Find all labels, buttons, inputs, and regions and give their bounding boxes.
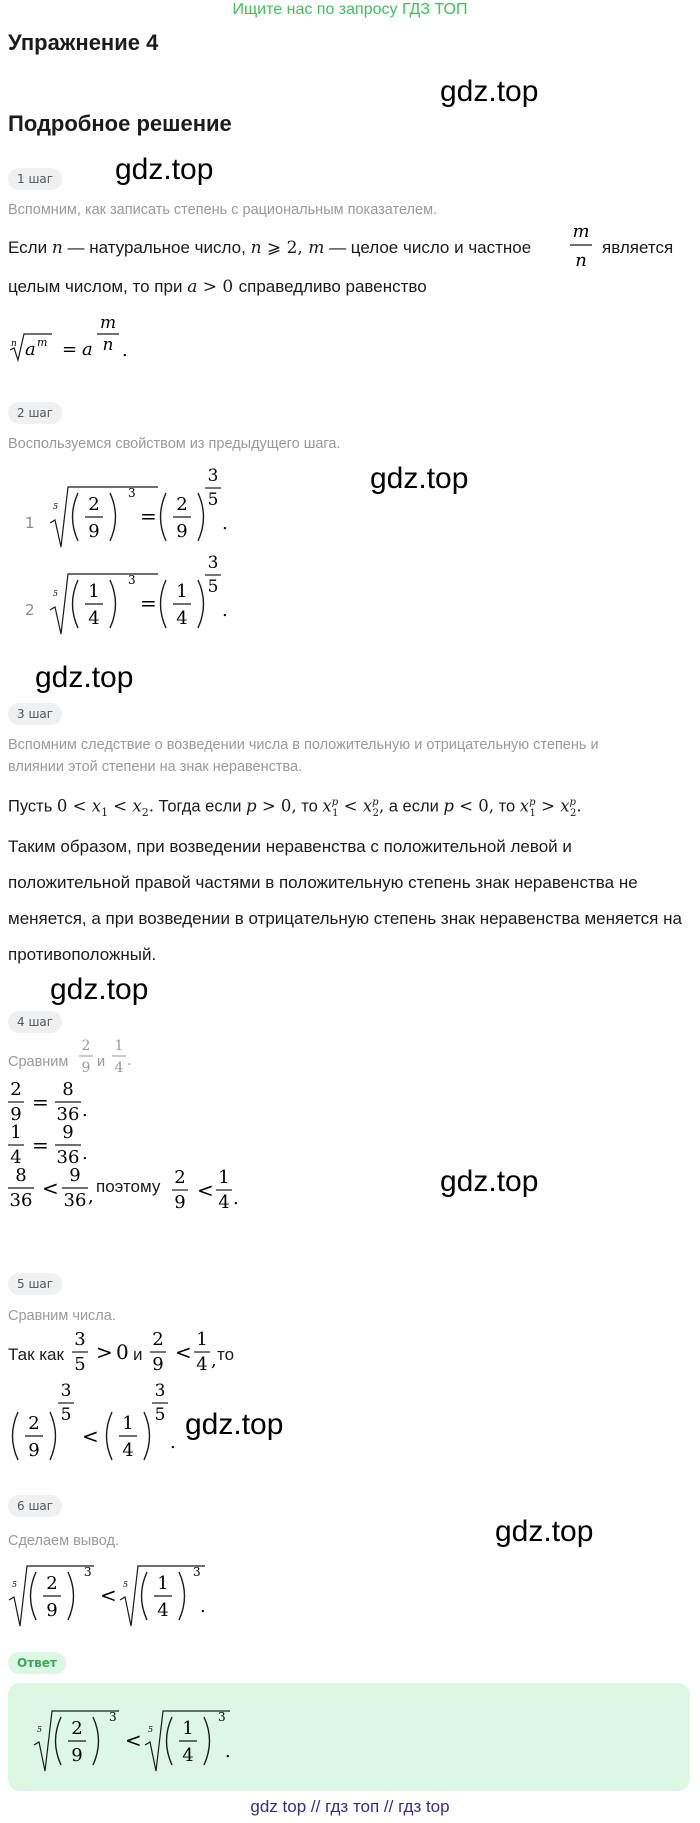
math: p xyxy=(529,797,536,808)
svg-text:36: 36 xyxy=(56,1104,80,1125)
step-5-inequality xyxy=(8,1378,188,1468)
svg-text:5: 5 xyxy=(37,1725,43,1734)
svg-text:9: 9 xyxy=(10,1104,22,1125)
step-badge-5: 5 шаг xyxy=(8,1273,62,1295)
step-3-hint-1: Вспомним следствие о возведении числа в положительную и отрицательную степень и xyxy=(8,737,599,753)
step-3-hint-2: влиянии этой степени на знак неравенства. xyxy=(8,759,303,775)
svg-text:<: < xyxy=(100,1583,117,1607)
svg-text:4: 4 xyxy=(218,1192,230,1213)
svg-text:2: 2 xyxy=(81,1038,91,1054)
step-3-line xyxy=(8,792,582,825)
text: то xyxy=(498,797,516,816)
math: . xyxy=(148,796,154,816)
svg-text:a: a xyxy=(82,339,93,360)
svg-text:1: 1 xyxy=(122,1413,134,1434)
svg-text:4: 4 xyxy=(176,608,188,629)
svg-text:.: . xyxy=(82,1143,88,1164)
step-4-therefore: поэтому xyxy=(96,1177,161,1196)
svg-text:3: 3 xyxy=(128,573,136,587)
svg-text:,: , xyxy=(211,1350,217,1371)
step-6-conclusion xyxy=(8,1552,208,1632)
svg-text:5: 5 xyxy=(74,1354,86,1375)
svg-text:3: 3 xyxy=(128,486,136,500)
step-5-and: и xyxy=(133,1345,143,1364)
svg-text:>: > xyxy=(96,1340,113,1364)
math: , xyxy=(378,796,385,816)
svg-text:36: 36 xyxy=(63,1190,87,1211)
svg-text:5: 5 xyxy=(60,1405,72,1425)
svg-text:9: 9 xyxy=(81,1060,91,1076)
svg-text:=: = xyxy=(62,339,78,360)
svg-text:5: 5 xyxy=(12,1580,18,1589)
watermark: gdz.top xyxy=(115,153,214,186)
svg-text:1: 1 xyxy=(114,1038,124,1054)
svg-text:9: 9 xyxy=(28,1440,40,1461)
math: 2 xyxy=(141,805,149,819)
svg-text:9: 9 xyxy=(71,1745,83,1766)
svg-text:8: 8 xyxy=(62,1079,74,1100)
step-badge-6: 6 шаг xyxy=(8,1495,62,1517)
watermark: gdz.top xyxy=(440,1165,539,1198)
search-banner: Ищите нас по запросу ГДЗ ТОП xyxy=(232,1,468,18)
step-badge-2: 2 шаг xyxy=(8,402,62,424)
svg-text:2: 2 xyxy=(71,1718,83,1739)
step-5-hint: Сравним числа. xyxy=(8,1308,116,1324)
svg-text:5: 5 xyxy=(148,1725,154,1734)
svg-text:4: 4 xyxy=(182,1745,194,1766)
svg-text:.: . xyxy=(233,1188,239,1209)
watermark: gdz.top xyxy=(440,75,539,108)
text: — целое число и частное xyxy=(329,238,532,257)
svg-text:1: 1 xyxy=(196,1329,208,1350)
step-1-line-1 xyxy=(8,237,531,259)
svg-text:1: 1 xyxy=(157,1573,169,1594)
math: ⩾ 2, xyxy=(261,238,309,258)
formula-2-9 xyxy=(48,465,238,555)
svg-text:=: = xyxy=(32,1133,49,1157)
svg-text:<: < xyxy=(125,1728,142,1752)
step-1-line-1-end: является xyxy=(602,238,674,257)
svg-text:.: . xyxy=(200,1596,206,1617)
svg-text:3: 3 xyxy=(193,1565,201,1579)
svg-text:3: 3 xyxy=(74,1329,86,1350)
svg-text:9: 9 xyxy=(152,1354,164,1375)
svg-text:1: 1 xyxy=(182,1718,194,1739)
math: p xyxy=(246,796,257,816)
math: < 0, xyxy=(453,796,495,816)
svg-text:4: 4 xyxy=(157,1600,169,1621)
formula-1-4 xyxy=(48,552,238,642)
svg-text:4: 4 xyxy=(122,1440,134,1461)
svg-text:1: 1 xyxy=(218,1167,230,1188)
watermark: gdz.top xyxy=(35,661,134,694)
svg-text:m: m xyxy=(572,221,590,242)
answer-formula xyxy=(33,1697,233,1777)
fraction-m-n xyxy=(568,218,594,274)
math: x xyxy=(91,796,102,816)
svg-text:2: 2 xyxy=(174,1167,186,1188)
step-badge-3: 3 шаг xyxy=(8,703,62,725)
svg-text:4: 4 xyxy=(88,608,100,629)
text: Если xyxy=(8,238,48,257)
svg-text:5: 5 xyxy=(123,1580,129,1589)
math: x xyxy=(132,796,142,816)
svg-text:0: 0 xyxy=(116,1340,129,1364)
step-5-then: то xyxy=(217,1345,235,1364)
svg-text:=: = xyxy=(140,504,157,528)
math: > 0, xyxy=(256,796,297,816)
svg-text:3: 3 xyxy=(207,466,219,486)
svg-text:4: 4 xyxy=(10,1147,22,1168)
svg-text:2: 2 xyxy=(152,1329,164,1350)
svg-text:9: 9 xyxy=(62,1122,74,1143)
svg-text:3: 3 xyxy=(218,1710,226,1724)
math: < xyxy=(108,796,133,816)
svg-text:9: 9 xyxy=(46,1600,58,1621)
text: Тогда если xyxy=(158,797,242,816)
list-number: 2 xyxy=(25,601,35,619)
step-badge-1: 1 шаг xyxy=(8,168,62,190)
math: 2 xyxy=(372,807,379,819)
svg-text:.: . xyxy=(170,1432,176,1453)
math: n xyxy=(51,238,63,258)
math: m xyxy=(308,238,325,258)
list-number: 1 xyxy=(25,514,35,532)
math: 0 < xyxy=(56,796,92,816)
svg-text:9: 9 xyxy=(88,521,100,542)
svg-text:1: 1 xyxy=(176,581,188,602)
formula-root-power xyxy=(8,308,138,368)
svg-text:=: = xyxy=(32,1090,49,1114)
svg-text:5: 5 xyxy=(53,502,59,511)
math: > xyxy=(535,796,561,816)
step-4-hint-and: и xyxy=(97,1054,106,1070)
svg-text:5: 5 xyxy=(53,589,59,598)
watermark: gdz.top xyxy=(370,462,469,495)
math: x xyxy=(362,796,373,816)
math: 1 xyxy=(332,807,339,819)
step-6-hint: Сделаем вывод. xyxy=(8,1533,120,1549)
math: p xyxy=(372,797,379,808)
svg-text:.: . xyxy=(225,1741,231,1762)
answer-badge: Ответ xyxy=(8,1652,66,1674)
math: n xyxy=(250,238,262,258)
step-5-condition-2 xyxy=(150,1328,220,1384)
svg-text:9: 9 xyxy=(176,521,188,542)
svg-text:2: 2 xyxy=(10,1079,22,1100)
step-1-hint: Вспомним, как записать степень с рациональным показателем. xyxy=(8,202,438,218)
svg-text:n: n xyxy=(102,335,114,355)
svg-text:a: a xyxy=(25,339,36,360)
text: то xyxy=(301,797,318,816)
svg-text:3: 3 xyxy=(109,1710,117,1724)
svg-text:.: . xyxy=(222,600,228,621)
step-4-hint xyxy=(8,1051,68,1073)
svg-text:n: n xyxy=(575,250,587,271)
math: . xyxy=(576,796,582,816)
svg-text:m: m xyxy=(37,336,48,349)
svg-text:m: m xyxy=(99,313,117,333)
math: p xyxy=(443,796,454,816)
svg-text:1: 1 xyxy=(88,581,100,602)
text: а если xyxy=(388,797,439,816)
svg-text:.: . xyxy=(122,340,128,361)
svg-text:1: 1 xyxy=(10,1122,22,1143)
svg-text:9: 9 xyxy=(69,1165,81,1186)
svg-text:36: 36 xyxy=(9,1190,33,1211)
step-3-paragraph: Таким образом, при возведении неравенства с положительной левой и положительной правой частями в положительную степень знак неравенства не меняется, а при возведении в отрицательную степень знак неравенства меняется на противоположный. xyxy=(8,837,682,964)
svg-text:<: < xyxy=(82,1424,99,1448)
math: 1 xyxy=(101,805,109,819)
step-5-so-since: Так как xyxy=(8,1345,64,1364)
text: Пусть xyxy=(8,797,53,816)
svg-text:2: 2 xyxy=(28,1413,40,1434)
svg-text:8: 8 xyxy=(15,1165,27,1186)
svg-text:3: 3 xyxy=(60,1381,72,1401)
math: x xyxy=(560,796,570,816)
svg-text:<: < xyxy=(197,1178,214,1202)
text: — натуральное число, xyxy=(67,238,246,257)
svg-text:.: . xyxy=(127,1053,132,1069)
svg-text:n: n xyxy=(11,339,17,349)
svg-text:5: 5 xyxy=(207,577,219,597)
math: p xyxy=(569,797,576,808)
svg-text:3: 3 xyxy=(207,553,219,573)
step-4-result xyxy=(172,1166,242,1222)
math: p xyxy=(331,797,339,808)
svg-text:4: 4 xyxy=(114,1060,124,1076)
svg-text:.: . xyxy=(222,513,228,534)
text: справедливо равенство xyxy=(238,277,427,296)
watermark: gdz.top xyxy=(50,973,149,1006)
text: Сравним xyxy=(8,1054,69,1070)
svg-text:<: < xyxy=(42,1176,59,1200)
watermark: gdz.top xyxy=(185,1408,284,1441)
math: < xyxy=(338,796,363,816)
svg-text:4: 4 xyxy=(196,1354,208,1375)
svg-text:2: 2 xyxy=(176,494,188,515)
math: > 0 xyxy=(197,277,239,297)
svg-text:,: , xyxy=(88,1186,94,1207)
svg-text:3: 3 xyxy=(84,1565,92,1579)
text: целым числом, то при xyxy=(8,277,183,296)
step-1-line-2 xyxy=(8,276,427,298)
math: x xyxy=(519,796,530,816)
svg-text:2: 2 xyxy=(88,494,100,515)
svg-text:2: 2 xyxy=(46,1573,58,1594)
footer-links[interactable]: gdz top // гдз топ // гдз top xyxy=(250,1797,450,1816)
svg-text:5: 5 xyxy=(154,1405,166,1425)
svg-text:5: 5 xyxy=(207,490,219,510)
step-badge-4: 4 шаг xyxy=(8,1011,62,1033)
watermark: gdz.top xyxy=(495,1515,594,1548)
math: a xyxy=(187,277,198,297)
page-title: Упражнение 4 xyxy=(8,30,159,55)
svg-text:<: < xyxy=(175,1340,192,1364)
svg-text:=: = xyxy=(140,591,157,615)
step-2-hint: Воспользуемся свойством из предыдущего шага. xyxy=(8,436,341,452)
svg-text:36: 36 xyxy=(56,1147,80,1168)
math: 1 xyxy=(529,807,536,819)
svg-text:3: 3 xyxy=(154,1381,166,1401)
math: x xyxy=(322,796,332,816)
section-title: Подробное решение xyxy=(8,111,232,136)
math: 2 xyxy=(569,807,577,819)
svg-text:.: . xyxy=(82,1100,88,1121)
svg-text:9: 9 xyxy=(174,1192,186,1213)
